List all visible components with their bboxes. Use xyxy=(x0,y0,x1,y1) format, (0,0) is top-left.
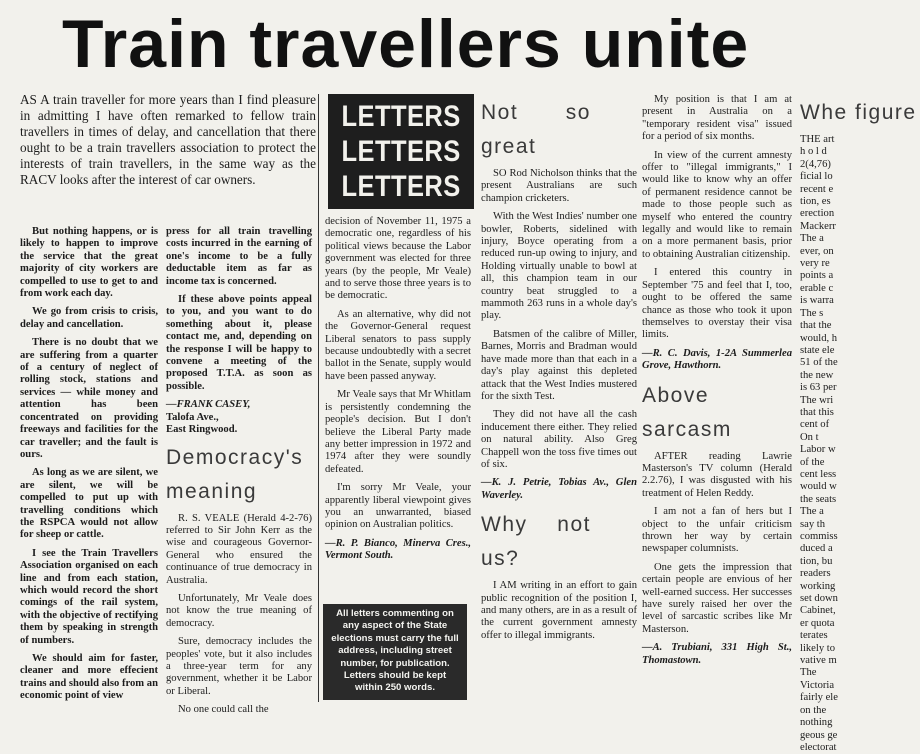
letters-logo-line: LETTERS xyxy=(341,135,461,168)
col-f-line: working xyxy=(800,580,836,592)
col-c-paragraph: Mr Veale says that Mr Whitlam is persistently condemning the people's decision. But I don't believe the Liberal Party made any better impression in 1972 and 1974 after they were soundly defeated. xyxy=(325,389,471,475)
col-a-paragraph: But nothing happens, or is likely to happen to improve the service that the great majority of city workers are compelled to use to get to and from work each day. xyxy=(20,226,158,300)
col-f-line: cent of xyxy=(800,419,830,431)
letters-notice: All letters commenting on any aspect of the State elections must carry the full address, including street number, for publication. Letters should be kept within 250 words. xyxy=(323,604,467,700)
column-d xyxy=(481,96,637,704)
col-f-line: very re xyxy=(800,258,830,270)
col-f-line: The wri xyxy=(800,394,834,406)
col-f-line: erable c xyxy=(800,282,834,294)
col-a-paragraph: There is no doubt that we are suffering from a quarter of a century of neglect of rolling stock, stations and services — while money and attention has been concentrated on providing freeways and facilities for the car traveller; and the fault is ours. xyxy=(20,337,158,460)
col-d-paragraph: I AM writing in an effort to gain public recognition of the position I, and many others, are in as a result of the current government amnesty offer to illegal immigrants. xyxy=(481,580,637,641)
why-not-us-subhead: Why not us? xyxy=(481,513,591,571)
davis-signature: —R. C. Davis, 1-2A Summerlea Grove, Hawthorn. xyxy=(642,347,792,372)
bianco-signature: —R. P. Bianco, Minerva Cres., Vermont South. xyxy=(325,537,471,562)
column-b xyxy=(166,226,312,716)
col-f-line: geous ge xyxy=(800,729,838,741)
democracy-subhead: Democracy's meaning xyxy=(166,445,304,503)
col-b-paragraph: Unfortunately, Mr Veale does not know the true meaning of democracy. xyxy=(166,592,312,629)
col-f-line: commiss xyxy=(800,531,838,542)
col-d-paragraph: They did not have all the cash inducement there either. They relied on natural ability. Also Greg Chappell won the toss five times out of six. xyxy=(481,409,637,470)
col-f-line: readers xyxy=(800,568,831,580)
col-e-paragraph: In view of the current amnesty offer to "illegal immigrants," I would like to know why an offer of permanent residence cannot be made to those people such as myself who entered the country legally and would like to remain on a more permanent basis, prior to obtaining Australian citizenship. xyxy=(642,149,792,260)
col-f-line: tion, bu xyxy=(800,555,833,567)
above-sarcasm-subhead: Above sarcasm xyxy=(642,383,732,441)
col-f-line: the new xyxy=(800,369,834,381)
col-a-paragraph: We should aim for faster, cleaner and more effecient trains and should also from an economic point of view xyxy=(20,653,158,702)
col-f-line: erection xyxy=(800,208,835,220)
col-f-line: cent less xyxy=(800,468,837,480)
col-e-paragraph: AFTER reading Lawrie Masterson's TV column (Herald 2.2.76), I was disgusted with his treatment of Helen Reddy. xyxy=(642,450,792,499)
col-f-line: The s xyxy=(800,307,824,319)
casey-signature-street: Talofa Ave., xyxy=(166,411,219,423)
col-f-line: would, h xyxy=(800,332,838,344)
col-f-line: that the xyxy=(800,320,832,332)
col-f-line: vative m xyxy=(800,655,837,667)
col-f-line: is warra xyxy=(800,295,834,307)
col-f-line: 51 of the xyxy=(800,357,838,369)
col-f-line: duced a xyxy=(800,543,833,555)
col-f-line: electorat xyxy=(800,741,837,753)
col-f-line: terates xyxy=(800,630,828,642)
col-b-paragraph: R. S. VEALE (Herald 4-2-76) referred to Sir John Kerr as the wise and courageous Governor-General who ensured the continuance of true democracy in Australia. xyxy=(166,512,312,586)
col-f-line: h o l d xyxy=(800,146,827,158)
col-d-paragraph: SO Rod Nicholson thinks that the present Australians are such champion cricketers. xyxy=(481,168,637,204)
col-f-line: fairly ele xyxy=(800,692,838,704)
col-f-line: is 63 per xyxy=(800,382,837,394)
letters-logo xyxy=(328,94,474,209)
casey-signature-suburb: East Ringwood. xyxy=(166,424,238,436)
col-f-line: recent e xyxy=(800,183,834,195)
col-e-paragraph: I entered this country in September '75 and feel that I, too, ought to be offered the same chance as those who took it upon themselves to overstay their visa limits. xyxy=(642,267,792,341)
trubiani-signature: —A. Trubiani, 331 High St., Thomastown. xyxy=(642,642,792,666)
col-e-paragraph: I am not a fan of hers but I object to the unfair criticism thrown her way by certain newspaper columnists. xyxy=(642,506,792,555)
col-f-line: that this xyxy=(800,406,834,418)
col-a-paragraph: As long as we are silent, we are silent, we will be compelled to put up with travelling conditions which the RSPCA would not allow for sheep or cattle. xyxy=(20,467,158,541)
col-f-line: ever, on xyxy=(800,245,834,257)
col-f-line: would w xyxy=(800,481,837,493)
col-e-paragraph: My position is that I am at present in Australia on a "temporary resident visa" issued for a period of six months. xyxy=(642,94,792,143)
col-f-line: state ele xyxy=(800,344,835,356)
col-f-line: the seats xyxy=(800,493,837,505)
col-c-paragraph: I'm sorry Mr Veale, your apparently liberal viewpoint gives you an unwarranted, biased opinion on Australian politics. xyxy=(325,482,471,531)
column-c xyxy=(325,216,471,600)
petrie-signature: —K. J. Petrie, Tobias Av., Glen Waverley. xyxy=(481,477,637,501)
col-f-line: nothing xyxy=(800,717,833,729)
col-f-line: On t xyxy=(800,431,819,443)
letters-logo-line: LETTERS xyxy=(341,100,461,133)
col-f-line: Cabinet, xyxy=(800,605,836,617)
col-b-paragraph: press for all train travelling costs incurred in the earning of one's income to be a fully deductable item as far as income tax is concerned. xyxy=(166,226,312,287)
not-so-great-subhead: Not so great xyxy=(481,101,591,158)
col-f-line: Mackerr xyxy=(800,220,836,232)
letters-logo-line: LETTERS xyxy=(341,170,461,203)
col-f-line: tion, es xyxy=(800,196,831,208)
col-f-line: likely to xyxy=(800,642,836,654)
col-f-fragments xyxy=(800,134,850,754)
col-a-paragraph: We go from crisis to crisis, delay and cancellation. xyxy=(20,306,158,330)
col-f-line: points a xyxy=(800,270,834,282)
column-e xyxy=(642,94,792,704)
col-b-paragraph: No one could call the xyxy=(178,704,269,716)
col-e-paragraph: One gets the impression that certain people are envious of her well-earned success. Her successes have surely raised her over the level of sarcastic scribes like Mr Masterson. xyxy=(642,561,792,635)
col-f-line: Labor w xyxy=(800,444,836,456)
lead-paragraph: AS A train traveller for more years than I find pleasure in admitting I have often remarked to fellow train travellers in times of delay, and cancellation that there ought to be a train travellers association to protect the interests of train travellers, in the same way as the RACV looks after the interest of car owners. xyxy=(20,92,316,187)
col-f-line: Victoria xyxy=(800,679,835,691)
col-f-line: The a xyxy=(800,233,824,245)
col-b-paragraph: If these above points appeal to you, and you want to do something about it, please contact me, and, depending on the response I will be happy to convene a meeting of the proposed T.T.A. as soon as possible. xyxy=(166,294,312,392)
col-f-line: on the xyxy=(800,704,827,716)
col-f-line: The a xyxy=(800,506,824,518)
column-a xyxy=(20,226,158,704)
col-a-paragraph: I see the Train Travellers Association organised on each line and from each station, which would record the short comings of the rail system, with the objective of rectifying them by speaking in strength of numbers. xyxy=(20,547,158,646)
col-f-line: 2(4,76) xyxy=(800,158,831,170)
column-divider xyxy=(318,94,319,702)
col-f-line: ficial lo xyxy=(800,171,833,183)
col-f-line: THE art xyxy=(800,134,835,145)
whe-figure-subhead: Whe figure xyxy=(800,101,917,124)
col-d-paragraph: With the West Indies' number one bowler, Roberts, sidelined with injury, Boyce operating from a reduced run-up owing to injury, and Holding virtually unable to bowl at all, this champion team in our country beat struggled to a mammoth 263 runs in a whole day's play. xyxy=(481,211,637,322)
column-f xyxy=(800,96,917,753)
col-c-paragraph: decision of November 11, 1975 a democratic one, regardless of his political views because the Labor government was elected for three years (by the people, Mr Veale) and to serve those three years is to be democratic. xyxy=(325,216,471,302)
col-f-line: of the xyxy=(800,456,825,468)
col-f-line: er quota xyxy=(800,617,835,629)
col-d-paragraph: Batsmen of the calibre of Miller, Barnes, Morris and Bradman would have made more than that each in a day's play against this depleted attack that the West Indies mustered for the sixth Test. xyxy=(481,328,637,402)
col-f-line: say th xyxy=(800,518,826,530)
col-c-paragraph: As an alternative, why did not the Governor-General request Liberal senators to pass supply because undoubtedly with a secret ballot in the Senate, supply would have been passed anyway. xyxy=(325,308,471,382)
col-f-line: set down xyxy=(800,593,838,605)
col-b-paragraph: Sure, democracy includes the peoples' vote, but it also includes a three-year term for any government, whether it be Labor or Liberal. xyxy=(166,636,312,697)
headline: Train travellers unite xyxy=(62,6,750,82)
casey-signature-name: —FRANK CASEY, xyxy=(166,399,251,411)
col-f-line: The xyxy=(800,667,817,679)
